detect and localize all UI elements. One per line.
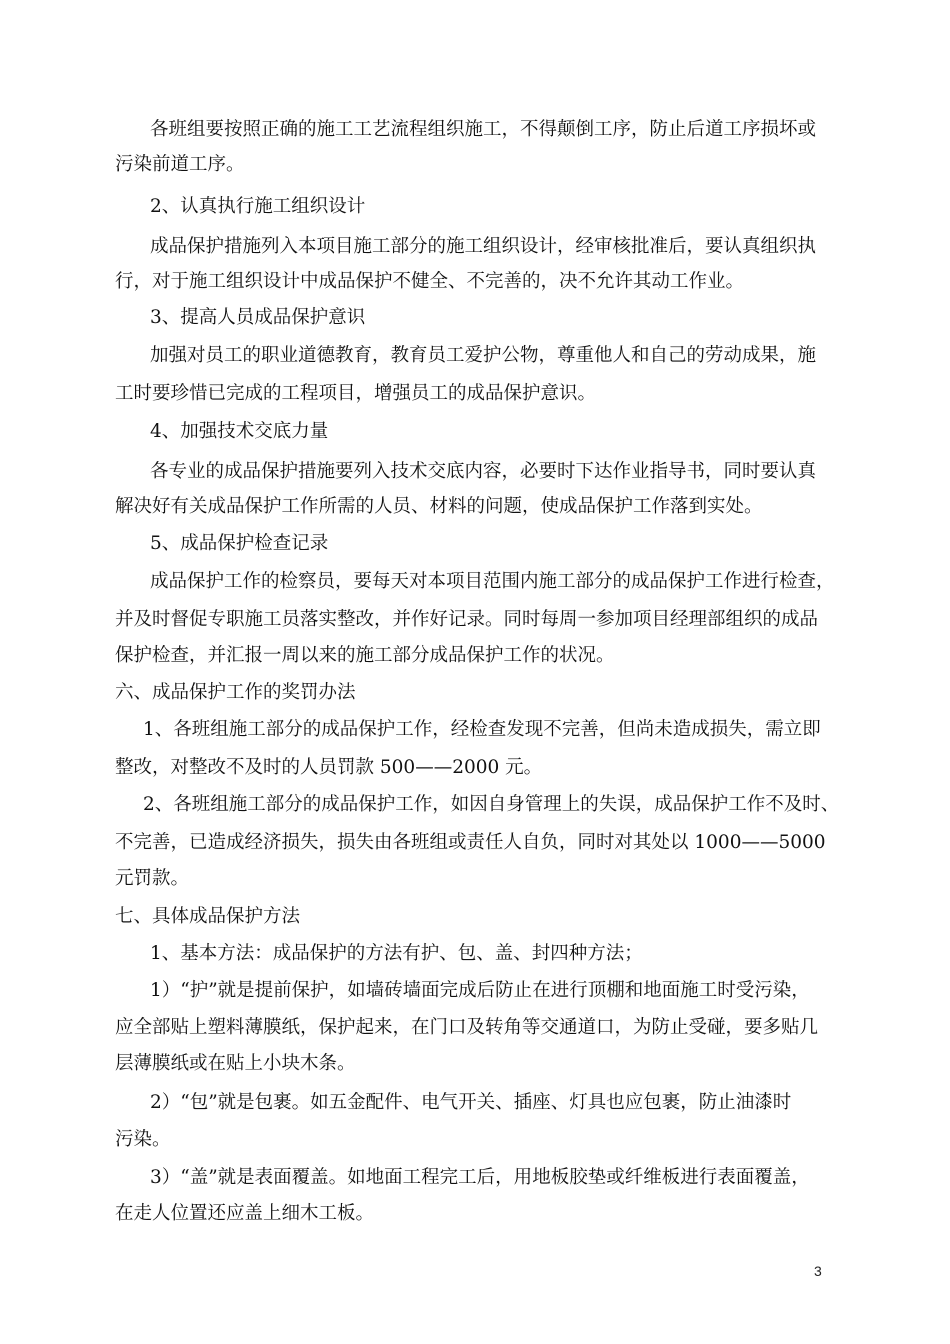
- text-line: 元罚款。: [115, 868, 190, 889]
- text-line: 在走人位置还应盖上细木工板。: [115, 1203, 375, 1224]
- text-line: 整改，对整改不及时的人员罚款 500——2000 元。: [115, 757, 543, 778]
- text-line: 成品保护措施列入本项目施工部分的施工组织设计，经审核批准后，要认真组织执: [150, 236, 817, 257]
- section-heading: 3、提高人员成品保护意识: [150, 307, 366, 328]
- text-line: 各专业的成品保护措施要列入技术交底内容，必要时下达作业指导书，同时要认真: [150, 461, 817, 482]
- text-line: 行，对于施工组织设计中成品保护不健全、不完善的，决不允许其动工作业。: [115, 271, 745, 292]
- chapter-heading: 六、成品保护工作的奖罚办法: [115, 682, 356, 703]
- text-line: 保护检查，并汇报一周以来的施工部分成品保护工作的状况。: [115, 645, 615, 666]
- section-heading: 1、基本方法：成品保护的方法有护、包、盖、封四种方法；: [150, 943, 643, 964]
- text-line: 3）“盖”就是表面覆盖。如地面工程完工后，用地板胶垫或纤维板进行表面覆盖，: [150, 1167, 810, 1188]
- text-line: 2）“包”就是包裹。如五金配件、电气开关、插座、灯具也应包裹，防止油漆时: [150, 1092, 792, 1113]
- section-heading: 5、成品保护检查记录: [150, 533, 329, 554]
- text-line: 加强对员工的职业道德教育，教育员工爱护公物，尊重他人和自己的劳动成果，施: [150, 345, 817, 366]
- chapter-heading: 七、具体成品保护方法: [115, 906, 301, 927]
- section-heading: 2、认真执行施工组织设计: [150, 196, 366, 217]
- text-line: 1、各班组施工部分的成品保护工作，经检查发现不完善，但尚未造成损失，需立即: [143, 719, 821, 740]
- text-line: 各班组要按照正确的施工工艺流程组织施工，不得颠倒工序，防止后道工序损坏或: [150, 119, 817, 140]
- text-line: 1）“护”就是提前保护，如墙砖墙面完成后防止在进行顶棚和地面施工时受污染，: [150, 980, 810, 1001]
- text-line: 并及时督促专职施工员落实整改，并作好记录。同时每周一参加项目经理部组织的成品: [115, 609, 819, 630]
- text-line: 2、各班组施工部分的成品保护工作，如因自身管理上的失误，成品保护工作不及时、: [143, 794, 840, 815]
- text-line: 不完善，已造成经济损失，损失由各班组或责任人自负，同时对其处以 1000——5000: [115, 832, 826, 853]
- section-heading: 4、加强技术交底力量: [150, 421, 329, 442]
- page-number: 3: [814, 1263, 822, 1279]
- text-line: 层薄膜纸或在贴上小块木条。: [115, 1053, 356, 1074]
- text-line: 解决好有关成品保护工作所需的人员、材料的问题，使成品保护工作落到实处。: [115, 496, 763, 517]
- text-line: 工时要珍惜已完成的工程项目，增强员工的成品保护意识。: [115, 383, 597, 404]
- text-line: 成品保护工作的检察员，要每天对本项目范围内施工部分的成品保护工作进行检查，: [150, 571, 835, 592]
- text-line: 污染。: [115, 1129, 171, 1150]
- text-line: 污染前道工序。: [115, 154, 245, 175]
- text-line: 应全部贴上塑料薄膜纸，保护起来，在门口及转角等交通道口，为防止受碰，要多贴几: [115, 1017, 819, 1038]
